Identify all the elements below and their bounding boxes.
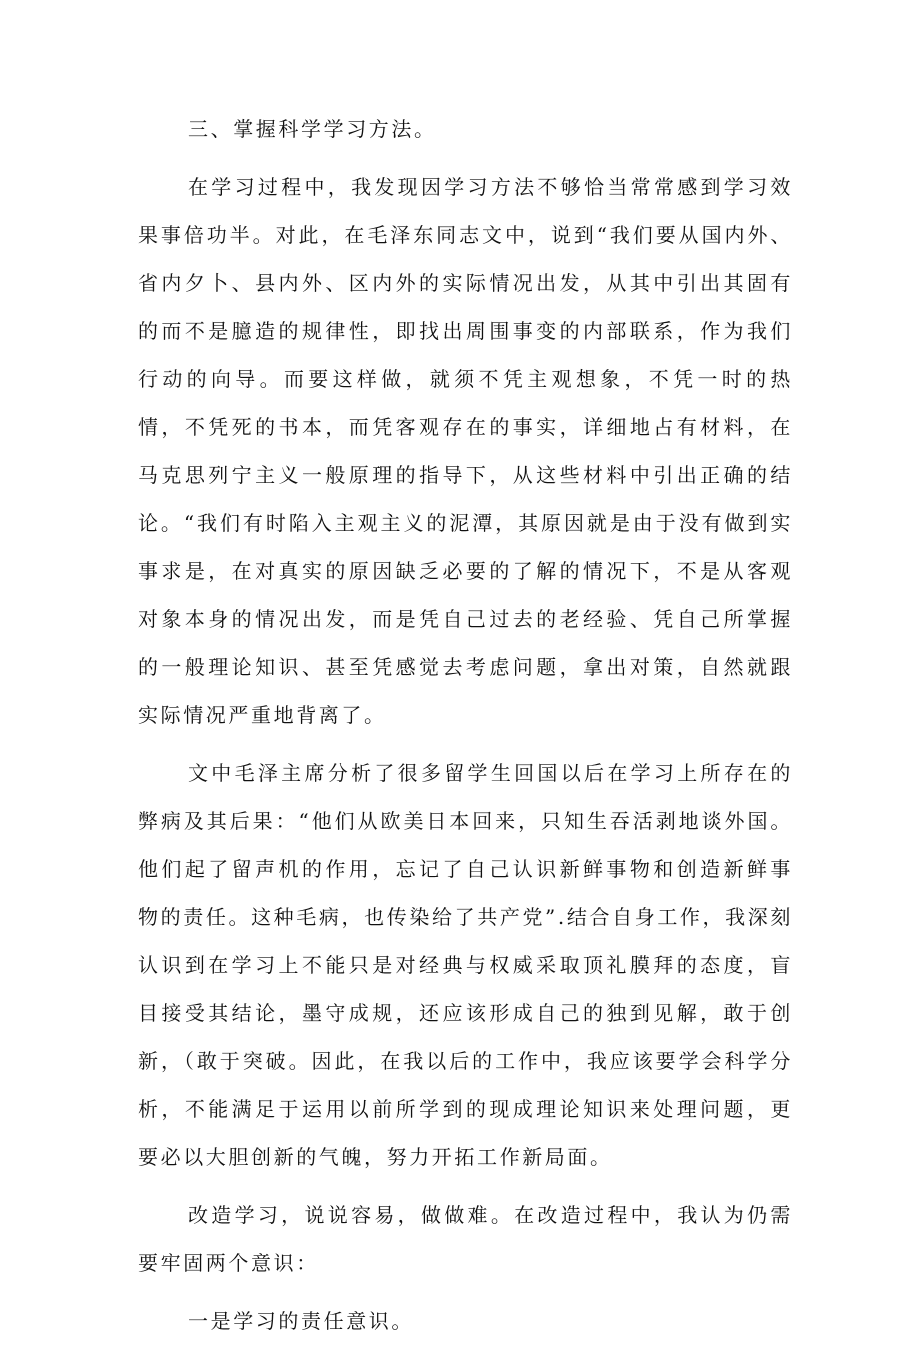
section-heading: 三、掌握科学学习方法。 <box>188 117 437 141</box>
paragraph-method-problem: 在学习过程中，我发现因学习方法不够恰当常常感到学习效果事倍功半。对此，在毛泽东同志文中，说到“我们要从国内外、省内夕卜、县内外、区内外的实际情况出发，从其中引出其固有的而不是臆造的规律性，即找出周围事变的内部联系，作为我们行动的向导。而要这样做，就须不凭主观想象，不凭一时的热情，不凭死的书本，而凭客观存在的事实，详细地占有材料，在马克思列宁主义一般原理的指导下，从这些材料中引出正确的结论。“我们有时陷入主观主义的泥潭，其原因就是由于没有做到实事求是，在对真实的原因缺乏必要的了解的情况下，不是从客观对象本身的情况出发，而是凭自己过去的老经验、凭自己所掌握的一般理论知识、甚至凭感觉去考虑问题，拿出对策，自然就跟实际情况严重地背离了。 <box>138 175 793 727</box>
paragraph-student-analysis: 文中毛泽主席分析了很多留学生回国以后在学习上所存在的弊病及其后果：“他们从欧美日本回来，只知生吞活剥地谈外国。他们起了留声机的作用，忘记了自己认识新鲜事物和创造新鲜事物的责任。这种毛病，也传染给了共产党”.结合自身工作，我深刻认识到在学习上不能只是对经典与权威采取顶礼膜拜的态度，盲目接受其结论，墨守成规，还应该形成自己的独到见解，敢于创新，（敢于突破。因此，在我以后的工作中，我应该要学会科学分析，不能满足于运用以前所学到的现成理论知识来处理问题，更要必以大胆创新的气魄，努力开拓工作新局面。 <box>138 761 793 1169</box>
paragraph-reform-learning: 改造学习，说说容易，做做难。在改造过程中，我认为仍需要牢固两个意识： <box>138 1203 793 1275</box>
paragraph-responsibility: 一是学习的责任意识。 <box>188 1309 414 1333</box>
document-body <box>138 105 793 1345</box>
